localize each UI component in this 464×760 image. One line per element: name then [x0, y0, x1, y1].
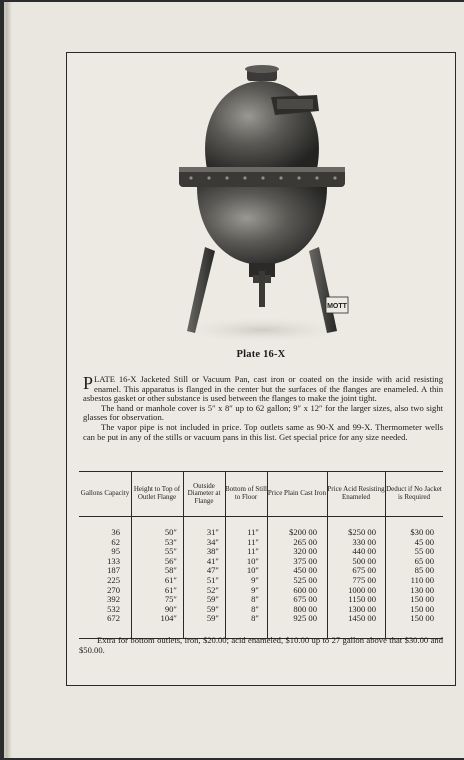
description: [83, 375, 443, 442]
table-cell-diameter: 52″: [206, 584, 219, 595]
table-cell-deduct: $30 00: [410, 527, 434, 537]
table-cell-gallons: 62: [111, 536, 120, 547]
page-spine-shadow: [6, 2, 12, 758]
table-cell-height: 61″: [164, 584, 177, 595]
table-cell-floor: 11″: [247, 536, 259, 547]
table-cell-height: 55″: [164, 546, 177, 557]
footnote-extra-outlets: Extra for bottom outlets, iron, $20.00; acid enameled, $10.00 up to 27 gallon above that $30.00 and $50.00.: [79, 635, 443, 655]
table-cell-deduct: 150 00: [410, 613, 434, 624]
table-cell-enameled: 1000 00: [348, 584, 376, 595]
table-cell-deduct: 65 00: [414, 555, 434, 566]
table-cell-height: 75″: [164, 594, 177, 605]
table-cell-gallons: 672: [107, 613, 120, 624]
table-cell-diameter: 34″: [206, 536, 219, 547]
table-cell-diameter: 41″: [206, 555, 219, 566]
table-cell-plain: 800 00: [293, 603, 317, 614]
table-cell-floor: 8″: [251, 594, 259, 605]
table-cell-deduct: 55 00: [414, 546, 434, 557]
table-cell-plain: 265 00: [293, 536, 317, 547]
table-cell-diameter: 38″: [206, 546, 219, 557]
column-header-height: Height to Top of Outlet Flange: [133, 485, 181, 501]
table-cell-floor: 10″: [246, 555, 259, 566]
table-cell-diameter: 59″: [206, 613, 219, 624]
table-cell-floor: 9″: [251, 575, 259, 585]
table-cell-floor: 11″: [247, 527, 259, 537]
table-cell-plain: 320 00: [293, 546, 317, 557]
table-cell-gallons: 532: [107, 603, 120, 614]
table-cell-enameled: $250 00: [348, 527, 376, 537]
column-header-plain: Price Plain Cast Iron: [267, 489, 327, 498]
table-cell-height: 90″: [164, 603, 177, 614]
table-cell-height: 53″: [164, 536, 177, 547]
table-cell-deduct: 150 00: [410, 603, 434, 614]
column-header-gallons: Gallons Capacity: [80, 489, 130, 498]
desc-paragraph-1: PLATE 16-X Jacketed Still or Vacuum Pan, cast iron or coated on the inside with acid resisting enamel. This apparatus is flanged in the center but the surfaces of the flanges are enameled. A thin asbestos gasket or other substance is used between the flanges to make the joint tight.: [83, 373, 443, 404]
table-cell-gallons: 392: [107, 594, 120, 605]
table-cell-enameled: 675 00: [352, 565, 376, 576]
table-cell-enameled: 775 00: [352, 575, 376, 585]
table-cell-floor: 8″: [251, 603, 259, 614]
table-cell-plain: 450 00: [293, 565, 317, 576]
table-cell-gallons: 133: [107, 555, 120, 566]
table-cell-plain: 600 00: [293, 584, 317, 595]
table-cell-height: 56″: [164, 555, 177, 566]
desc-paragraph-2: The hand or manhole cover is 5″ x 8″ up to 62 gallon; 9″ x 12″ for the larger sizes, also two sight glasses for observation.: [83, 402, 443, 423]
table-cell-deduct: 130 00: [410, 584, 434, 595]
table-cell-height: 50″: [164, 527, 177, 537]
mott-logo: MOTT: [327, 303, 347, 310]
drop-cap: P: [83, 373, 94, 393]
table-cell-gallons: 187: [107, 565, 120, 576]
table-cell-deduct: 45 00: [414, 536, 434, 547]
table-cell-deduct: 150 00: [410, 594, 434, 605]
table-cell-enameled: 330 00: [352, 536, 376, 547]
table-cell-enameled: 1300 00: [348, 603, 376, 614]
column-header-deduct: Deduct if No Jacket is Required: [386, 485, 442, 501]
table-cell-plain: 925 00: [293, 613, 317, 624]
table-cell-plain: 525 00: [293, 575, 317, 585]
plate-frame: [66, 52, 456, 686]
table-cell-gallons: 225: [107, 575, 120, 585]
column-header-enameled: Price Acid Resisting Enameled: [327, 485, 385, 501]
table-cell-diameter: 47″: [206, 565, 219, 576]
table-cell-height: 104″: [160, 613, 177, 624]
price-table: [79, 471, 443, 639]
table-cell-enameled: 440 00: [352, 546, 376, 557]
table-cell-deduct: 110 00: [410, 575, 434, 585]
catalog-page: [4, 2, 464, 758]
column-header-floor: Bottom of Still to Floor: [225, 485, 268, 501]
table-cell-floor: 11″: [247, 546, 259, 557]
desc-paragraph-3: The vapor pipe is not included in price. Top outlets same as 90-X and 99-X. Thermometer wells can be put in any of the stills or vacuum pans in this list. Get special price for any size needed.: [83, 421, 443, 442]
table-cell-plain: 375 00: [293, 555, 317, 566]
table-cell-deduct: 85 00: [414, 565, 434, 576]
table-cell-plain: $200 00: [289, 527, 317, 537]
table-cell-diameter: 59″: [206, 603, 219, 614]
table-cell-diameter: 51″: [206, 575, 219, 585]
table-cell-gallons: 36: [111, 527, 120, 537]
table-cell-height: 58″: [164, 565, 177, 576]
column-header-diameter: Outside Diameter at Flange: [187, 481, 221, 505]
table-cell-gallons: 95: [111, 546, 120, 557]
table-cell-enameled: 500 00: [352, 555, 376, 566]
still-photo: [167, 65, 357, 347]
table-cell-gallons: 270: [107, 584, 120, 595]
table-cell-enameled: 1450 00: [348, 613, 376, 624]
plate-caption: Plate 16-X: [236, 349, 286, 360]
table-cell-diameter: 59″: [206, 594, 219, 605]
table-cell-floor: 10″: [246, 565, 259, 576]
table-cell-floor: 8″: [251, 613, 259, 624]
table-cell-height: 61″: [164, 575, 177, 585]
table-cell-diameter: 31″: [206, 527, 219, 537]
table-cell-enameled: 1150 00: [348, 594, 376, 605]
table-cell-plain: 675 00: [293, 594, 317, 605]
table-cell-floor: 9″: [251, 584, 259, 595]
